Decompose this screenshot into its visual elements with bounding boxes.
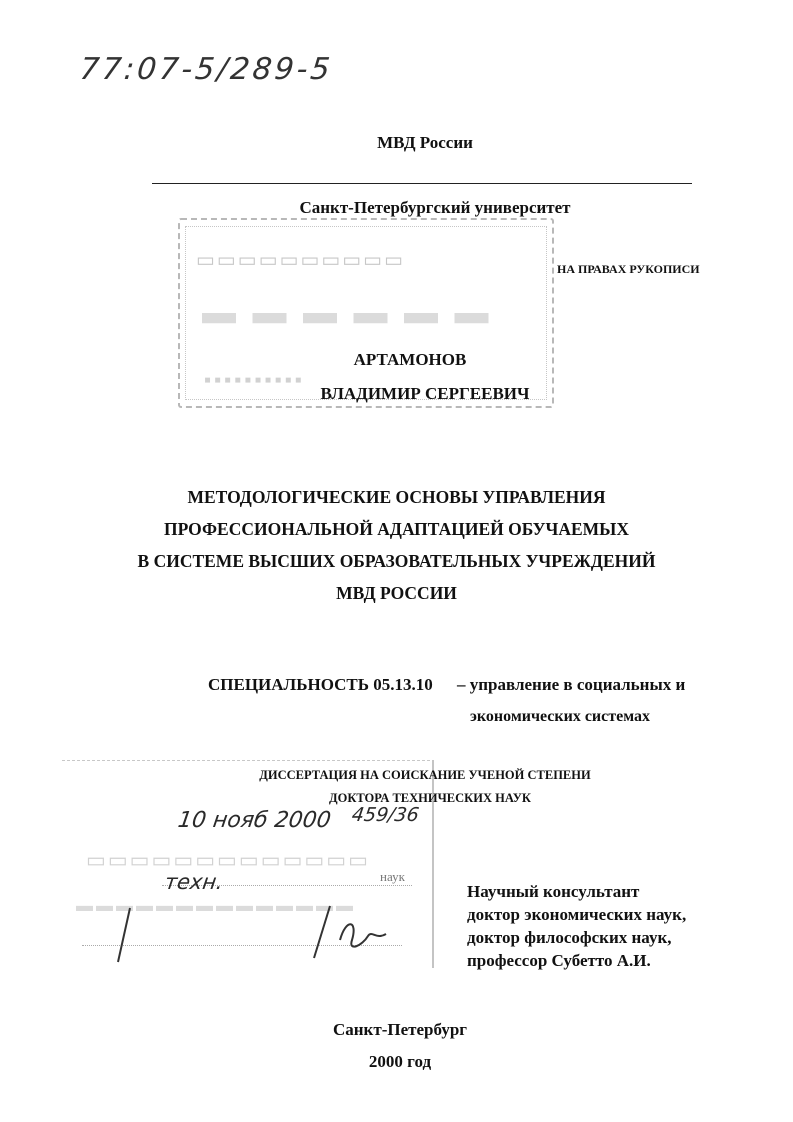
specialty-description-2: экономических системах [470, 708, 650, 725]
title-line: МВД РОССИИ [336, 583, 457, 603]
stamp-faded-lines: ▭▭▭▭▭▭▭▭▭▭ [196, 251, 405, 273]
consultant-block [467, 880, 686, 972]
consultant-line: профессор Субетто А.И. [467, 951, 651, 970]
stamp-faded-lines: ▭▭▭▭▭▭▭▭▭▭▭▭▭ [86, 848, 370, 872]
consultant-line: доктор экономических наук, [467, 905, 687, 924]
signature-stroke [340, 924, 386, 946]
consultant-line: Научный консультант [467, 882, 640, 901]
handwritten-code: 77:07-5/289-5 [78, 52, 335, 87]
year: 2000 год [368, 1052, 432, 1071]
library-stamp-upper [178, 218, 554, 408]
signature-stroke [314, 906, 330, 958]
specialty-description-1: – управление в социальных и [457, 675, 686, 694]
stamp-faded-mark-1: ▬ ▬ ▬ ▬ ▬ ▬ [202, 305, 493, 342]
title-line: В СИСТЕМЕ ВЫСШИХ ОБРАЗОВАТЕЛЬНЫХ УЧРЕЖДЕНИЙ [137, 551, 656, 571]
consultant-line: доктор философских наук, [467, 928, 672, 947]
stamp-faded-mark-1: ▬▬▬▬▬▬▬▬▬▬▬▬▬▬ [76, 896, 356, 915]
stamp-top-border [62, 760, 430, 761]
university: Санкт-Петербургский университет [299, 198, 571, 217]
specialty-label: СПЕЦИАЛЬНОСТЬ 05.13.10 [208, 675, 433, 694]
dissertation-degree-1: ДИССЕРТАЦИЯ НА СОИСКАНИЕ УЧЕНОЙ СТЕПЕНИ [259, 768, 591, 782]
stamp-faded-mark-2: ▪▪▪▪▪▪▪▪▪▪ [204, 369, 305, 391]
signature-stroke [118, 908, 130, 962]
stamp-number-handwritten: 459/36 [350, 804, 421, 826]
manuscript-note: НА ПРАВАХ РУКОПИСИ [557, 262, 700, 276]
ministry: МВД России [377, 133, 473, 152]
author-surname: АРТАМОНОВ [353, 350, 467, 369]
signature [100, 900, 400, 980]
title-line: МЕТОДОЛОГИЧЕСКИЕ ОСНОВЫ УПРАВЛЕНИЯ [187, 487, 606, 507]
dissertation-degree-2: ДОКТОРА ТЕХНИЧЕСКИХ НАУК [329, 791, 531, 805]
stamp-date-handwritten: 10 нояб 2000 [176, 808, 333, 833]
title-line: ПРОФЕССИОНАЛЬНОЙ АДАПТАЦИЕЙ ОБУЧАЕМЫХ [163, 519, 629, 539]
city: Санкт-Петербург [332, 1020, 468, 1039]
dissertation-title [100, 481, 693, 609]
stamp-field-handwritten: техн. [163, 870, 225, 894]
author-given-names: ВЛАДИМИР СЕРГЕЕВИЧ [320, 384, 530, 403]
header-rule [152, 183, 692, 184]
stamp-field-suffix: наук [380, 869, 405, 884]
